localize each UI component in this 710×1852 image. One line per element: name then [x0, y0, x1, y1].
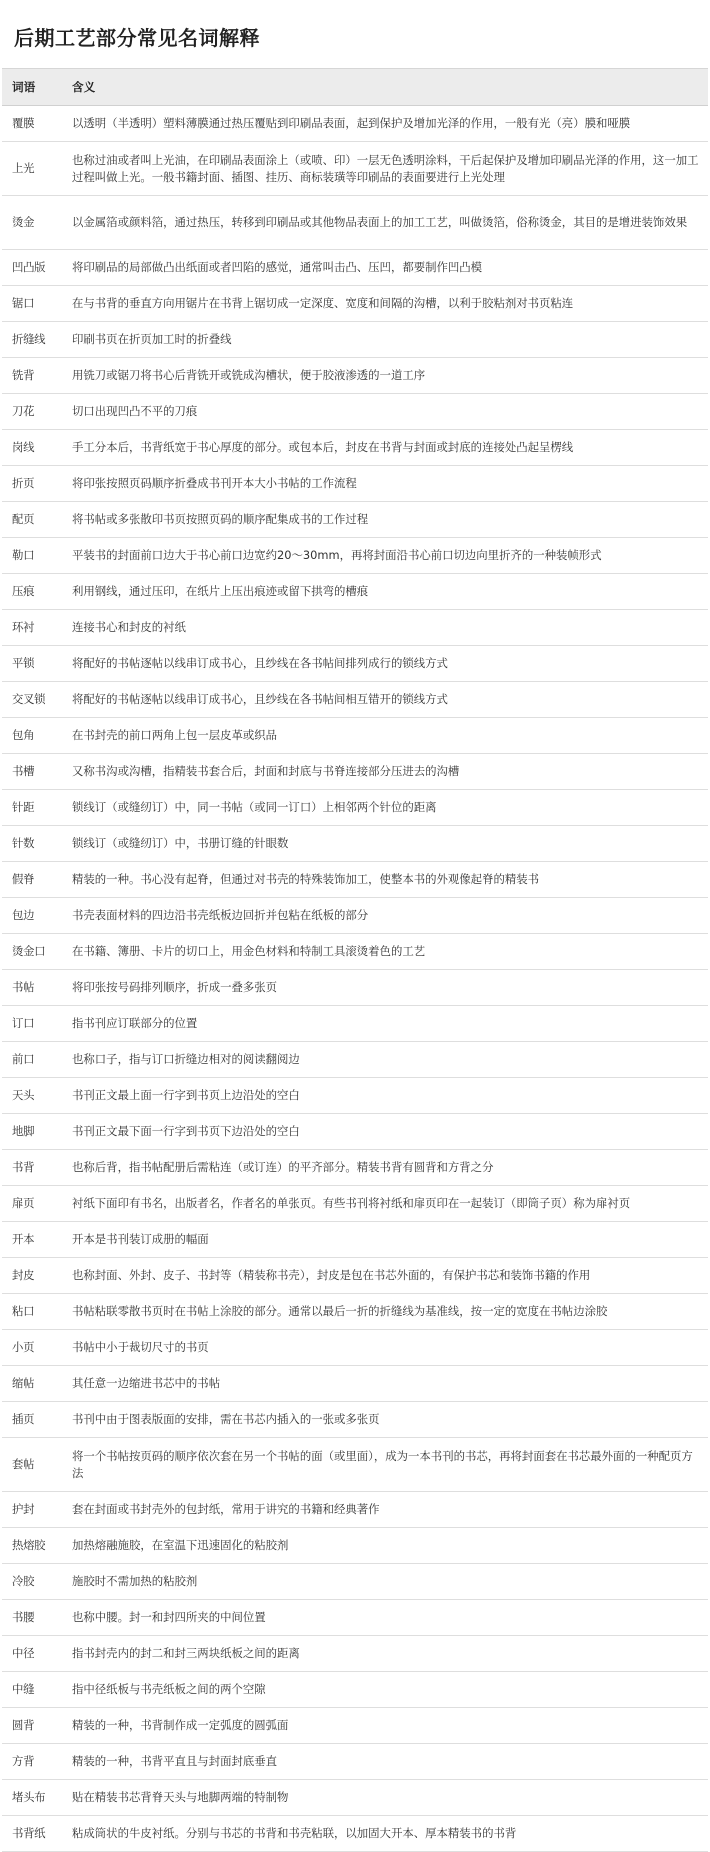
term-cell: 套帖 — [2, 1438, 58, 1492]
table-row — [2, 1780, 708, 1816]
definition-cell: 精装的一种，书背平直且与封面封底垂直 — [58, 1744, 708, 1780]
table-row — [2, 1600, 708, 1636]
term-cell: 粘口 — [2, 1294, 58, 1330]
definition-cell: 衬纸下面印有书名，出版者名，作者名的单张页。有些书刊将衬纸和扉页印在一起装订（即筒子页）称为扉衬页 — [58, 1186, 708, 1222]
term-cell: 书槽 — [2, 754, 58, 790]
table-row — [2, 1258, 708, 1294]
page-title: 后期工艺部分常见名词解释 — [14, 26, 260, 50]
table-header-row — [2, 69, 708, 106]
table-row — [2, 1492, 708, 1528]
term-cell: 扉页 — [2, 1186, 58, 1222]
table-row — [2, 1528, 708, 1564]
definition-cell: 贴在精装书芯背脊天头与地脚两端的特制物 — [58, 1780, 708, 1816]
table-row — [2, 358, 708, 394]
term-cell: 圆背 — [2, 1708, 58, 1744]
table-row — [2, 466, 708, 502]
definition-cell: 平装书的封面前口边大于书心前口边宽约20～30mm，再将封面沿书心前口切边向里折齐的一种装帧形式 — [58, 538, 708, 574]
definition-cell: 锁线订（或缝纫订）中，同一书帖（或同一订口）上相邻两个针位的距离 — [58, 790, 708, 826]
definition-cell: 书刊正文最上面一行字到书页上边沿处的空白 — [58, 1078, 708, 1114]
table-row — [2, 322, 708, 358]
table-row — [2, 196, 708, 250]
definition-cell: 书刊中由于图表版面的安排，需在书芯内插入的一张或多张页 — [58, 1402, 708, 1438]
definition-cell: 书壳表面材料的四边沿书壳纸板边回折并包粘在纸板的部分 — [58, 898, 708, 934]
table-row — [2, 286, 708, 322]
table-row — [2, 862, 708, 898]
table-row — [2, 430, 708, 466]
table-row — [2, 646, 708, 682]
term-cell: 冷胶 — [2, 1564, 58, 1600]
table-row — [2, 1564, 708, 1600]
term-cell: 书背 — [2, 1150, 58, 1186]
table-row — [2, 1708, 708, 1744]
definition-cell: 连接书心和封皮的衬纸 — [58, 610, 708, 646]
table-row — [2, 250, 708, 286]
term-cell: 中缝 — [2, 1672, 58, 1708]
term-cell: 地脚 — [2, 1114, 58, 1150]
term-cell: 包角 — [2, 718, 58, 754]
definition-cell: 指书封壳内的封二和封三两块纸板之间的距离 — [58, 1636, 708, 1672]
table-row — [2, 934, 708, 970]
term-cell: 覆膜 — [2, 106, 58, 142]
term-cell: 方背 — [2, 1744, 58, 1780]
term-cell: 书帖 — [2, 970, 58, 1006]
definition-cell: 用铣刀或锯刀将书心后背铣开或铣成沟槽状，便于胶液渗透的一道工序 — [58, 358, 708, 394]
table-row — [2, 1006, 708, 1042]
term-cell: 包边 — [2, 898, 58, 934]
term-cell: 锯口 — [2, 286, 58, 322]
term-cell: 天头 — [2, 1078, 58, 1114]
term-cell: 铣背 — [2, 358, 58, 394]
table-row — [2, 1366, 708, 1402]
table-row — [2, 502, 708, 538]
table-row — [2, 754, 708, 790]
table-row — [2, 1114, 708, 1150]
table-row — [2, 574, 708, 610]
definition-cell: 将印刷品的局部做凸出纸面或者凹陷的感觉，通常叫击凸、压凹，都要制作凹凸模 — [58, 250, 708, 286]
term-cell: 订口 — [2, 1006, 58, 1042]
table-row — [2, 1816, 708, 1852]
term-cell: 压痕 — [2, 574, 58, 610]
definition-cell: 锁线订（或缝纫订）中，书册订缝的针眼数 — [58, 826, 708, 862]
definition-cell: 在书封壳的前口两角上包一层皮革或织品 — [58, 718, 708, 754]
definition-cell: 以透明（半透明）塑料薄膜通过热压覆贴到印刷品表面，起到保护及增加光泽的作用，一般有光（亮）膜和哑膜 — [58, 106, 708, 142]
definition-cell: 指中径纸板与书壳纸板之间的两个空隙 — [58, 1672, 708, 1708]
definition-cell: 也称中腰。封一和封四所夹的中间位置 — [58, 1600, 708, 1636]
term-cell: 缩帖 — [2, 1366, 58, 1402]
table-row — [2, 142, 708, 196]
term-cell: 平锁 — [2, 646, 58, 682]
term-cell: 开本 — [2, 1222, 58, 1258]
definition-cell: 加热熔融施胶，在室温下迅速固化的粘胶剂 — [58, 1528, 708, 1564]
table-row — [2, 1078, 708, 1114]
definition-cell: 书刊正文最下面一行字到书页下边沿处的空白 — [58, 1114, 708, 1150]
table-row — [2, 1672, 708, 1708]
table-row — [2, 1294, 708, 1330]
definition-cell: 也称口子，指与订口折缝边相对的阅读翻阅边 — [58, 1042, 708, 1078]
term-cell: 热熔胶 — [2, 1528, 58, 1564]
term-cell: 折页 — [2, 466, 58, 502]
term-cell: 环衬 — [2, 610, 58, 646]
term-cell: 书腰 — [2, 1600, 58, 1636]
definition-cell: 切口出现凹凸不平的刀痕 — [58, 394, 708, 430]
header-definition: 含义 — [58, 69, 708, 106]
term-cell: 护封 — [2, 1492, 58, 1528]
table-row — [2, 1186, 708, 1222]
definition-cell: 在与书背的垂直方向用锯片在书背上锯切成一定深度、宽度和间隔的沟槽，以利于胶粘剂对书页粘连 — [58, 286, 708, 322]
term-cell: 烫金口 — [2, 934, 58, 970]
table-row — [2, 1222, 708, 1258]
definition-cell: 也称过油或者叫上光油，在印刷品表面涂上（或喷、印）一层无色透明涂料，干后起保护及增加印刷品光泽的作用，这一加工过程叫做上光。一般书籍封面、插图、挂历、商标装璜等印刷品的表面要进行上光处理 — [58, 142, 708, 196]
table-row — [2, 682, 708, 718]
definition-cell: 套在封面或书封壳外的包封纸，常用于讲究的书籍和经典著作 — [58, 1492, 708, 1528]
glossary-table — [2, 68, 708, 1852]
table-row — [2, 790, 708, 826]
term-cell: 书背纸 — [2, 1816, 58, 1852]
definition-cell: 书帖中小于裁切尺寸的书页 — [58, 1330, 708, 1366]
definition-cell: 精装的一种。书心没有起脊，但通过对书壳的特殊装饰加工，使整本书的外观像起脊的精装书 — [58, 862, 708, 898]
term-cell: 假脊 — [2, 862, 58, 898]
term-cell: 中径 — [2, 1636, 58, 1672]
definition-cell: 施胶时不需加热的粘胶剂 — [58, 1564, 708, 1600]
table-row — [2, 1744, 708, 1780]
table-row — [2, 718, 708, 754]
definition-cell: 也称封面、外封、皮子、书封等（精装称书壳），封皮是包在书芯外面的，有保护书芯和装饰书籍的作用 — [58, 1258, 708, 1294]
definition-cell: 又称书沟或沟槽，指精装书套合后，封面和封底与书脊连接部分压进去的沟槽 — [58, 754, 708, 790]
definition-cell: 将配好的书帖逐帖以线串订成书心，且纱线在各书帖间相互错开的锁线方式 — [58, 682, 708, 718]
definition-cell: 以金属箔或颜料箔，通过热压，转移到印刷品或其他物品表面上的加工工艺，叫做烫箔，俗称烫金，其目的是增进装饰效果 — [58, 196, 708, 250]
definition-cell: 精装的一种，书背制作成一定弧度的圆弧面 — [58, 1708, 708, 1744]
term-cell: 封皮 — [2, 1258, 58, 1294]
term-cell: 针距 — [2, 790, 58, 826]
table-row — [2, 898, 708, 934]
term-cell: 配页 — [2, 502, 58, 538]
term-cell: 勒口 — [2, 538, 58, 574]
term-cell: 前口 — [2, 1042, 58, 1078]
term-cell: 岗线 — [2, 430, 58, 466]
table-row — [2, 1042, 708, 1078]
table-row — [2, 610, 708, 646]
term-cell: 折缝线 — [2, 322, 58, 358]
definition-cell: 将书帖或多张散印书页按照页码的顺序配集成书的工作过程 — [58, 502, 708, 538]
definition-cell: 也称后背，指书帖配册后需粘连（或订连）的平齐部分。精装书背有圆背和方背之分 — [58, 1150, 708, 1186]
definition-cell: 手工分本后，书背纸宽于书心厚度的部分。或包本后，封皮在书背与封面或封底的连接处凸起呈楞线 — [58, 430, 708, 466]
term-cell: 凹凸版 — [2, 250, 58, 286]
definition-cell: 利用钢线，通过压印，在纸片上压出痕迹或留下拱弯的槽痕 — [58, 574, 708, 610]
table-row — [2, 1402, 708, 1438]
table-body — [2, 106, 708, 1852]
table-row — [2, 394, 708, 430]
table-row — [2, 1150, 708, 1186]
definition-cell: 书帖粘联零散书页时在书帖上涂胶的部分。通常以最后一折的折缝线为基准线，按一定的宽度在书帖边涂胶 — [58, 1294, 708, 1330]
table-row — [2, 1438, 708, 1492]
definition-cell: 将印张按照页码顺序折叠成书刊开本大小书帖的工作流程 — [58, 466, 708, 502]
definition-cell: 其任意一边缩进书芯中的书帖 — [58, 1366, 708, 1402]
table-row — [2, 106, 708, 142]
term-cell: 烫金 — [2, 196, 58, 250]
definition-cell: 将印张按号码排列顺序，折成一叠多张页 — [58, 970, 708, 1006]
term-cell: 针数 — [2, 826, 58, 862]
definition-cell: 在书籍、簿册、卡片的切口上，用金色材料和特制工具滚烫着色的工艺 — [58, 934, 708, 970]
term-cell: 插页 — [2, 1402, 58, 1438]
definition-cell: 粘成筒状的牛皮衬纸。分别与书芯的书背和书壳粘联，以加固大开本、厚本精装书的书背 — [58, 1816, 708, 1852]
table-row — [2, 1636, 708, 1672]
definition-cell: 指书刊应订联部分的位置 — [58, 1006, 708, 1042]
header-term: 词语 — [2, 69, 58, 106]
term-cell: 刀花 — [2, 394, 58, 430]
table-row — [2, 1330, 708, 1366]
table-row — [2, 826, 708, 862]
term-cell: 上光 — [2, 142, 58, 196]
term-cell: 小页 — [2, 1330, 58, 1366]
table-row — [2, 538, 708, 574]
term-cell: 交叉锁 — [2, 682, 58, 718]
definition-cell: 将一个书帖按页码的顺序依次套在另一个书帖的面（或里面），成为一本书刊的书芯，再将封面套在书芯最外面的一种配页方法 — [58, 1438, 708, 1492]
table-row — [2, 970, 708, 1006]
definition-cell: 将配好的书帖逐帖以线串订成书心，且纱线在各书帖间排列成行的锁线方式 — [58, 646, 708, 682]
definition-cell: 印刷书页在折页加工时的折叠线 — [58, 322, 708, 358]
definition-cell: 开本是书刊装订成册的幅面 — [58, 1222, 708, 1258]
term-cell: 堵头布 — [2, 1780, 58, 1816]
